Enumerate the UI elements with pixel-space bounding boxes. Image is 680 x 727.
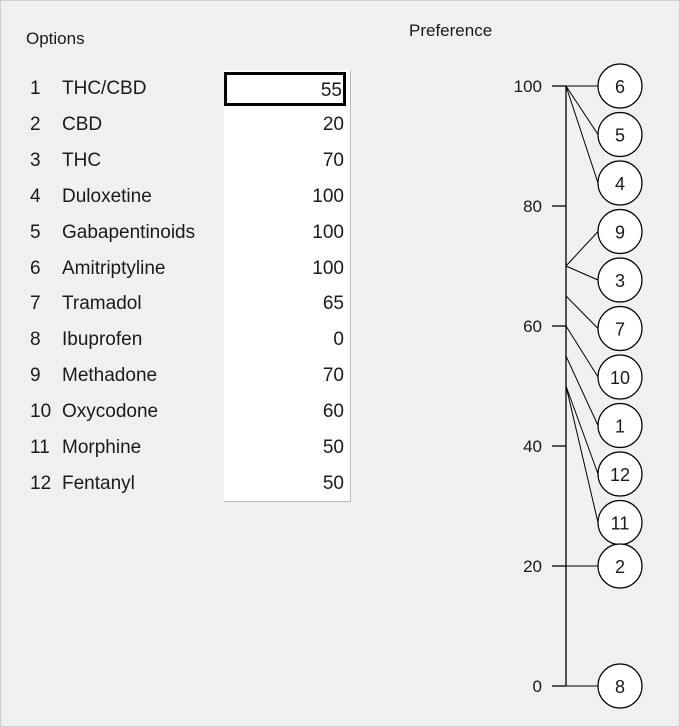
- option-marker-label: 2: [614, 557, 626, 577]
- option-marker-label: 4: [614, 174, 626, 194]
- option-name: THC/CBD: [62, 78, 147, 99]
- option-marker-label: 7: [614, 319, 626, 340]
- option-number: 6: [30, 257, 41, 279]
- option-number: 10: [30, 401, 52, 423]
- option-marker-label: 1: [614, 416, 626, 437]
- option-number: 11: [30, 437, 50, 458]
- option-value-cell[interactable]: 100: [312, 257, 344, 279]
- option-name: Duloxetine: [62, 185, 152, 207]
- option-name: Amitriptyline: [62, 257, 166, 279]
- marker-connector: [566, 86, 598, 183]
- marker-connector: [566, 266, 598, 280]
- option-name: THC: [62, 149, 102, 171]
- scale-tick-label: 40: [523, 437, 542, 456]
- option-value-cell[interactable]: 60: [322, 401, 344, 423]
- marker-connector: [566, 386, 598, 474]
- option-value-cell[interactable]: 50: [322, 437, 344, 458]
- option-name: Gabapentinoids: [62, 221, 196, 243]
- option-name: CBD: [62, 113, 103, 135]
- option-value-cell[interactable]: 70: [322, 365, 344, 387]
- marker-connector: [566, 86, 598, 135]
- marker-connector: [566, 326, 598, 377]
- option-number: 3: [30, 149, 41, 171]
- scale-tick-label: 0: [532, 677, 542, 696]
- option-marker-label: 11: [610, 513, 630, 534]
- option-value-cell[interactable]: 55: [224, 72, 346, 106]
- option-marker-label: 3: [614, 271, 626, 291]
- option-marker-label: 8: [614, 677, 626, 697]
- option-value-cell[interactable]: 20: [322, 113, 344, 135]
- option-number: 4: [30, 185, 41, 207]
- option-value-cell[interactable]: 65: [322, 293, 344, 315]
- options-heading: Options: [26, 29, 85, 48]
- option-value-cell[interactable]: 0: [333, 329, 344, 351]
- marker-connector: [566, 232, 598, 267]
- option-number: 5: [30, 221, 41, 243]
- option-marker-label: 6: [614, 77, 626, 97]
- preference-heading: Preference: [409, 21, 493, 40]
- option-value-cell[interactable]: 70: [322, 149, 344, 171]
- scale-tick-label: 80: [523, 197, 542, 216]
- option-marker-label: 10: [609, 368, 631, 388]
- option-name: Morphine: [62, 437, 142, 458]
- scale-tick-label: 60: [523, 317, 542, 336]
- option-number: 8: [30, 329, 41, 351]
- option-marker-label: 5: [614, 125, 626, 146]
- option-name: Ibuprofen: [62, 329, 143, 351]
- option-number: 1: [30, 78, 41, 99]
- option-value-cell[interactable]: 100: [312, 185, 344, 207]
- option-value-cell[interactable]: 50: [322, 472, 344, 494]
- option-number: 9: [30, 365, 41, 387]
- option-marker-label: 12: [609, 465, 631, 485]
- marker-connector: [566, 386, 598, 523]
- marker-connector: [566, 296, 598, 329]
- option-number: 7: [30, 293, 41, 315]
- option-name: Methadone: [62, 365, 158, 387]
- option-number: 12: [30, 472, 52, 494]
- scale-tick-label: 20: [523, 557, 542, 576]
- option-number: 2: [30, 113, 41, 135]
- option-name: Tramadol: [62, 293, 142, 315]
- marker-connector: [566, 356, 598, 426]
- option-name: Oxycodone: [62, 401, 159, 423]
- option-value-cell[interactable]: 100: [312, 221, 344, 243]
- scale-tick-label: 100: [513, 77, 542, 96]
- option-name: Fentanyl: [62, 472, 135, 494]
- option-marker-label: 9: [614, 222, 626, 243]
